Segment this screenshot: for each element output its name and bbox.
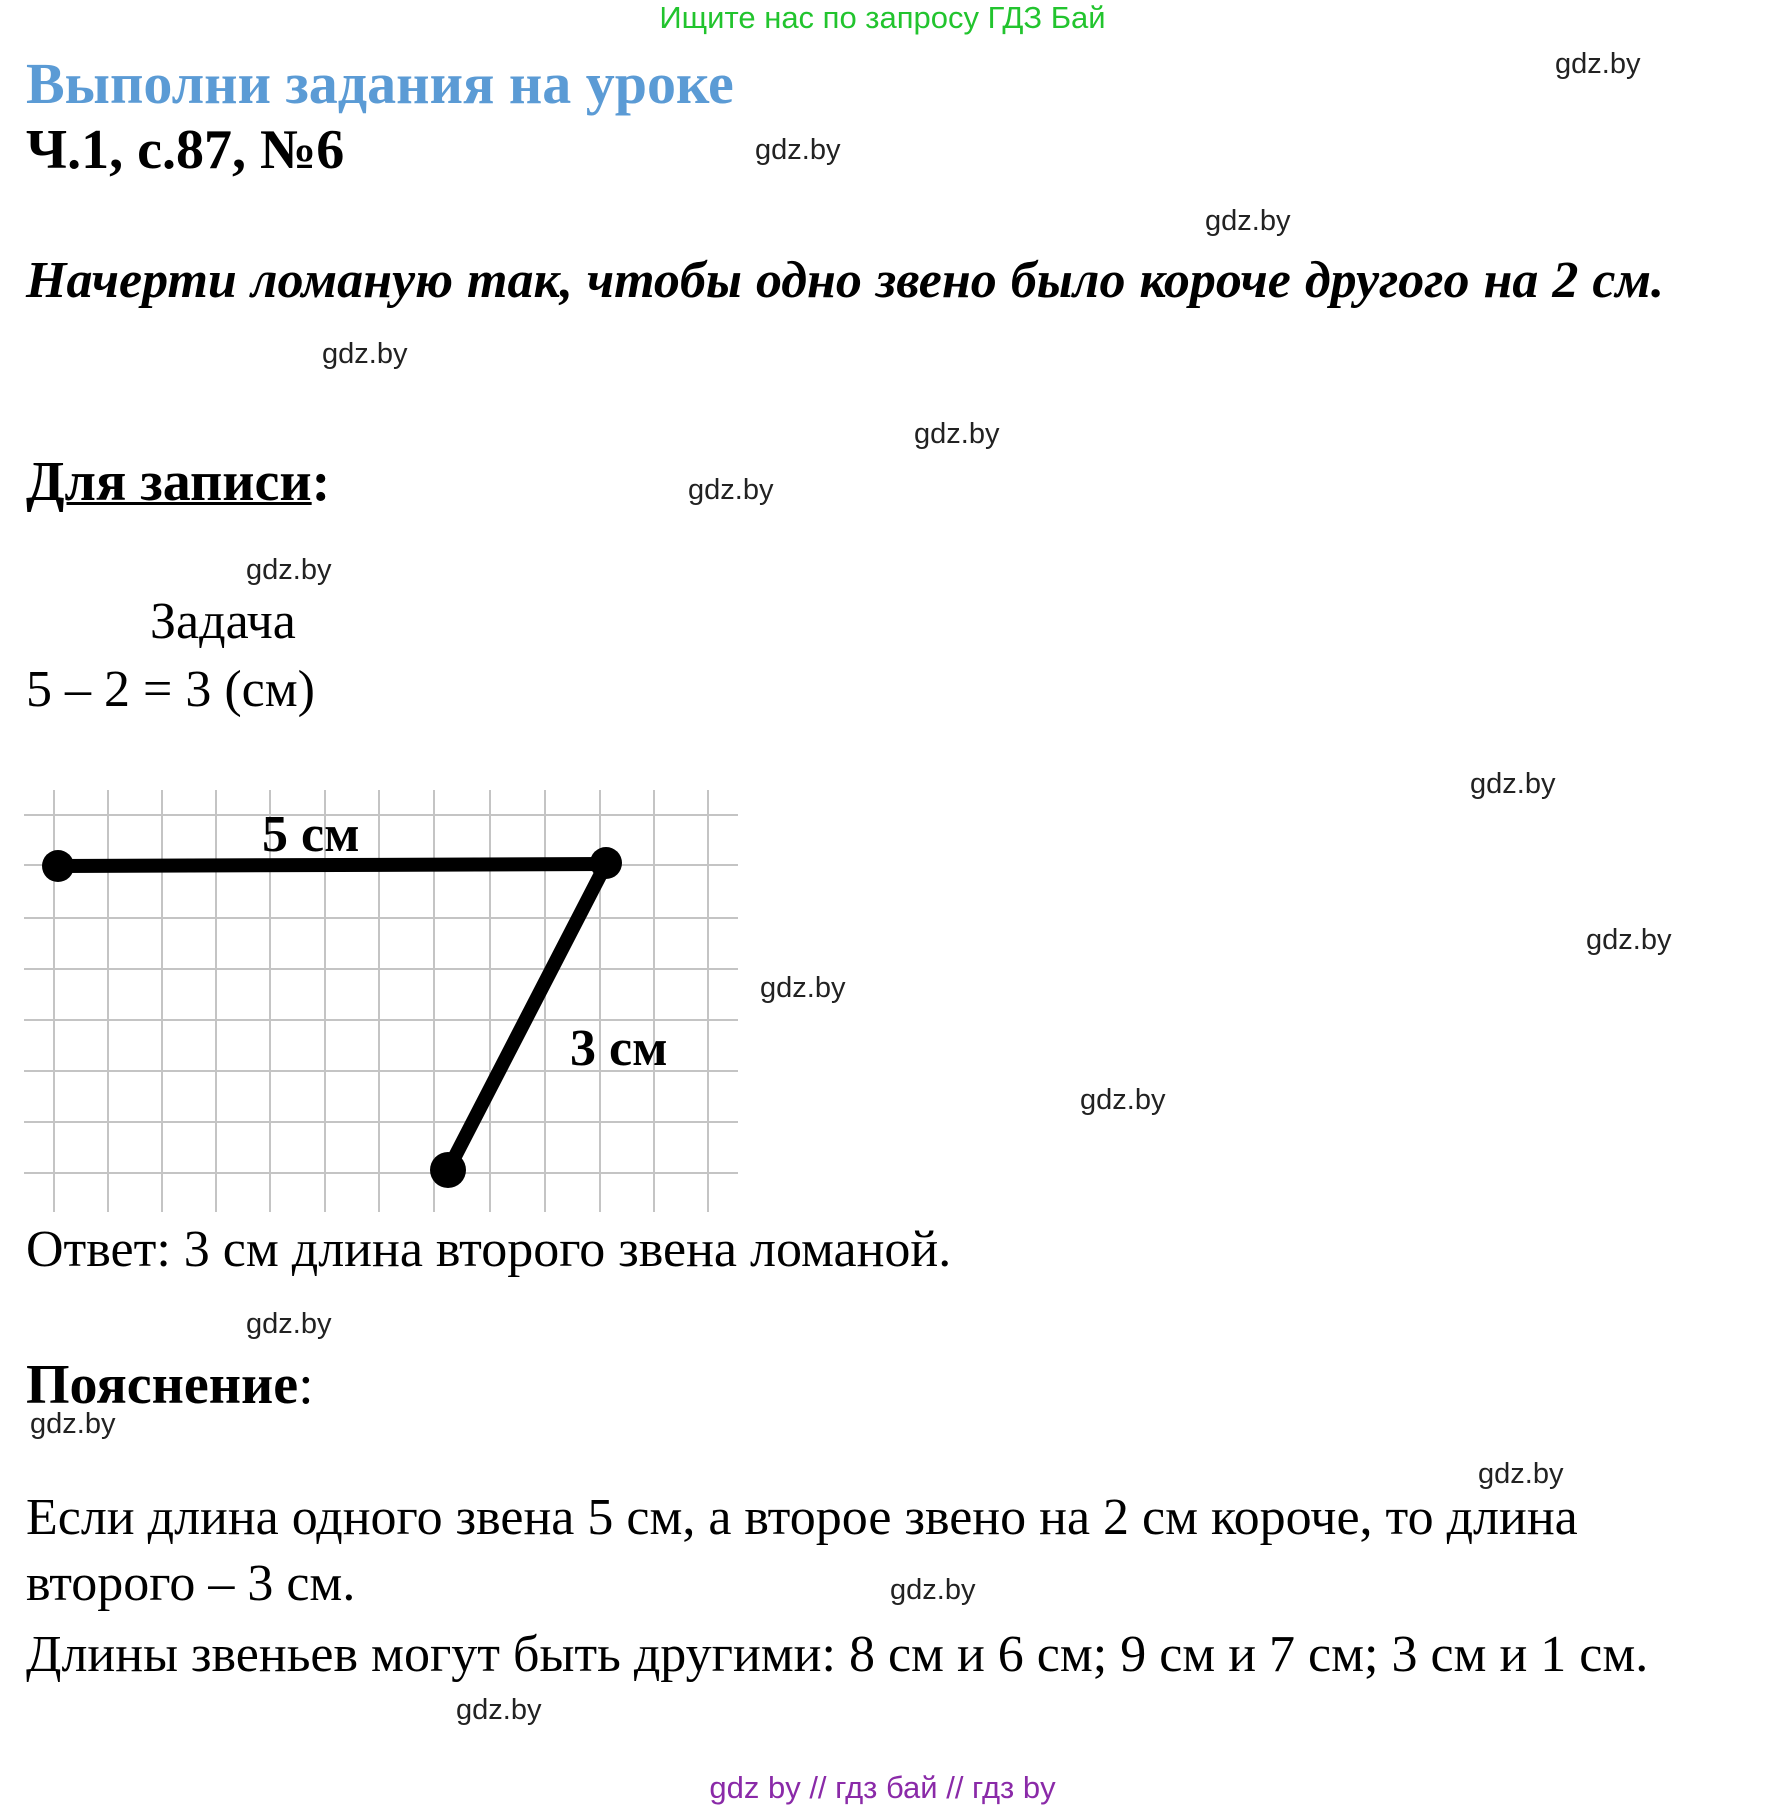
record-colon: : bbox=[311, 451, 331, 513]
exercise-reference: Ч.1, с.87, №6 bbox=[26, 119, 345, 181]
explanation-colon: : bbox=[298, 1354, 314, 1416]
polyline-vertices bbox=[42, 847, 622, 1188]
watermark: gdz.by bbox=[246, 1308, 332, 1340]
footer-links[interactable]: gdz by // гдз бай // гдз by bbox=[709, 1770, 1056, 1805]
segment-long bbox=[58, 864, 606, 866]
segment-short bbox=[448, 864, 606, 1170]
watermark: gdz.by bbox=[755, 134, 841, 166]
vertex bbox=[590, 847, 622, 879]
polyline bbox=[58, 864, 606, 1170]
watermark: gdz.by bbox=[1478, 1458, 1564, 1490]
watermark: gdz.by bbox=[246, 554, 332, 586]
answer-text: Ответ: 3 см длина второго звена ломаной. bbox=[26, 1221, 952, 1278]
watermark: gdz.by bbox=[1555, 48, 1641, 80]
watermark: gdz.by bbox=[914, 418, 1000, 450]
equation: 5 – 2 = 3 (см) bbox=[26, 661, 315, 718]
segment-long-label: 5 см bbox=[262, 806, 360, 863]
watermark: gdz.by bbox=[456, 1694, 542, 1726]
watermark: gdz.by bbox=[1586, 924, 1672, 956]
watermark: gdz.by bbox=[1205, 205, 1291, 237]
watermark: gdz.by bbox=[760, 972, 846, 1004]
vertex bbox=[42, 850, 74, 882]
watermark: gdz.by bbox=[322, 338, 408, 370]
page-heading: Выполни задания на уроке bbox=[26, 51, 734, 116]
watermark: gdz.by bbox=[890, 1574, 976, 1606]
record-label: Для записи bbox=[26, 451, 312, 513]
watermark: gdz.by bbox=[688, 474, 774, 506]
watermark: gdz.by bbox=[30, 1408, 116, 1440]
explanation-label: Пояснение bbox=[26, 1354, 299, 1416]
grid bbox=[24, 790, 738, 1212]
segment-short-label: 3 см bbox=[570, 1020, 668, 1077]
problem-title: Задача bbox=[150, 593, 296, 650]
explanation-paragraph-2: Длины звеньев могут быть другими: 8 см и 6 см; 9 см и 7 см; 3 см и 1 см. bbox=[26, 1626, 1649, 1683]
promo-banner[interactable]: Ищите нас по запросу ГДЗ Бай bbox=[659, 0, 1106, 35]
watermark: gdz.by bbox=[1470, 768, 1556, 800]
explanation-paragraph-1: Если длина одного звена 5 см, а второе звено на 2 см короче, то длина второго – 3 см. bbox=[26, 1489, 1578, 1612]
vertex bbox=[430, 1152, 466, 1188]
watermark: gdz.by bbox=[1080, 1084, 1166, 1116]
task-text: Начерти ломаную так, чтобы одно звено было короче другого на 2 см. bbox=[26, 252, 1665, 309]
